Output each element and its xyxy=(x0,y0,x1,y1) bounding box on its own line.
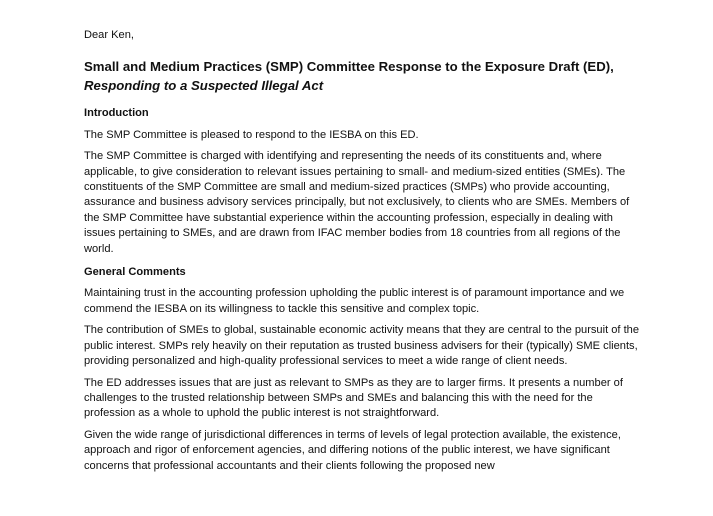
salutation: Dear Ken, xyxy=(84,29,134,41)
paragraph: The SMP Committee is pleased to respond to the IESBA on this ED. xyxy=(84,128,419,141)
paragraph: The SMP Committee is charged with identifying and representing the needs of its constituents and, where applicable, to give consideration to relevant issues pertaining to small- and medium-sized entities (SMEs). The constituents of the SMP Committee are small and medium-sized practices (SMPs) who provide accounting, assurance and business advisory services principally, but not exclusively, to clients who are SMEs. Members of the SMP Committee have substantial experience within the accounting profession, especially in dealing with issues pertaining to SMEs, and are drawn from IFAC member bodies from 18 countries from all regions of the world. xyxy=(84,150,630,255)
paragraph: The contribution of SMEs to global, sustainable economic activity means that they are central to the pursuit of the public interest. SMPs rely heavily on their reputation as trusted business advisers for their (typically) SME clients, providing personalized and high-quality professional services to meet a wide range of client needs. xyxy=(84,324,639,368)
letter-title-main: Small and Medium Practices (SMP) Committee Response to the Exposure Draft (ED), xyxy=(84,59,614,75)
paragraph: The ED addresses issues that are just as relevant to SMPs as they are to larger firms. It presents a number of challenges to the trusted relationship between SMPs and SMEs and balancing this with the need for the profession as a whole to uphold the public interest is not straightforward. xyxy=(84,376,623,420)
letter-title xyxy=(84,58,644,95)
section-heading-introduction: Introduction xyxy=(84,107,149,120)
letter-title-italic: Responding to a Suspected Illegal Act xyxy=(84,77,324,93)
paragraph: Given the wide range of jurisdictional differences in terms of levels of legal protection available, the existence, approach and rigor of enforcement agencies, and differing notions of the public interest, we have significant concerns that professional accountants and their clients following the proposed new xyxy=(84,428,621,472)
letter-body xyxy=(84,28,644,480)
paragraph: Maintaining trust in the accounting profession upholding the public interest is of paramount importance and we commend the IESBA on its willingness to tackle this sensitive and complex topic. xyxy=(84,287,625,315)
section-heading-general-comments: General Comments xyxy=(84,266,186,279)
